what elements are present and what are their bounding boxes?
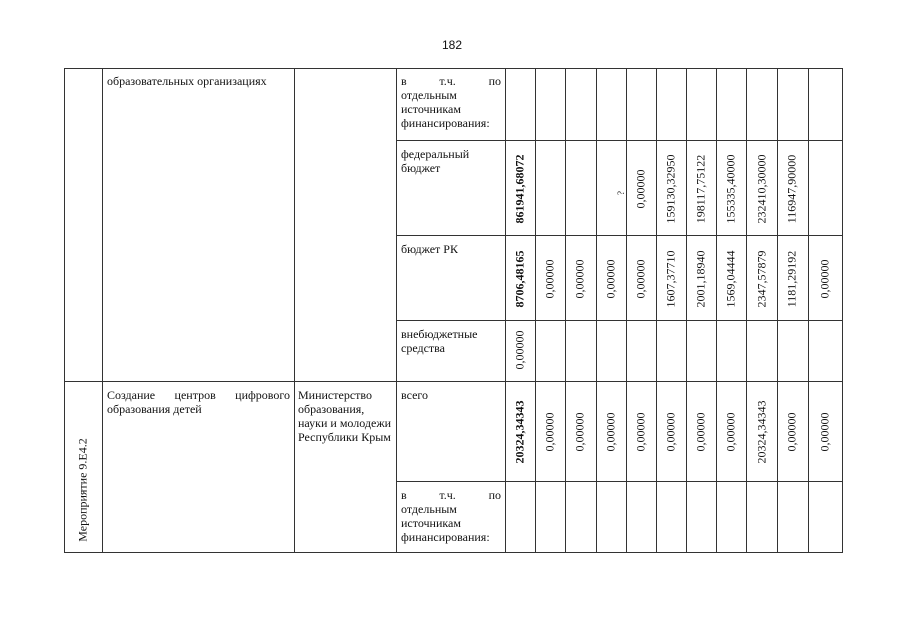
value-cell: 0,00000	[817, 259, 832, 299]
column-divider	[535, 68, 536, 553]
row-divider	[396, 140, 843, 141]
value-cell: 0,00000	[693, 412, 708, 452]
row-divider	[396, 235, 843, 236]
value-cell: 0,00000	[784, 412, 799, 452]
value-cell: 0,00000	[542, 412, 557, 452]
value-total: 8706,48165	[512, 250, 527, 308]
column-divider	[777, 68, 778, 553]
value-cell: 0,00000	[603, 259, 618, 299]
source-label-line: всего	[401, 388, 429, 402]
event-label: Мероприятие 9.Е4.2	[75, 438, 90, 542]
source-label-line1: в т.ч. по	[401, 488, 501, 502]
value-cell: 2001,18940	[693, 250, 708, 308]
value-cell: 232410,30000	[754, 154, 769, 224]
column-divider	[626, 68, 627, 553]
block-divider	[64, 381, 843, 382]
source-label-line1: в т.ч. по	[401, 74, 501, 88]
source-label-line: финансирования:	[401, 116, 490, 130]
value-cell: 0,00000	[572, 259, 587, 299]
value-cell: 1607,37710	[663, 250, 678, 308]
value-cell: 20324,34343	[754, 400, 769, 464]
table-border-left	[64, 68, 65, 553]
description-line1: Создание центров цифрового	[107, 388, 290, 402]
value-cell: 0,00000	[633, 412, 648, 452]
value-cell: 0,00000	[723, 412, 738, 452]
column-divider	[565, 68, 566, 553]
value-total: 20324,34343	[512, 400, 527, 464]
value-cell: 0,00000	[633, 259, 648, 299]
value-cell: 0,00000	[603, 412, 618, 452]
column-divider	[396, 68, 397, 553]
source-label-line: источникам	[401, 102, 461, 116]
executor-line: науки и молодежи	[298, 416, 392, 430]
source-label-line: средства	[401, 341, 446, 355]
value-cell: 0,00000	[663, 412, 678, 452]
row-divider	[396, 320, 843, 321]
table-border-top	[64, 68, 843, 69]
source-label-line: финансирования:	[401, 530, 490, 544]
value-total: 0,00000	[512, 330, 527, 370]
source-label-line: источникам	[401, 516, 461, 530]
column-divider	[505, 68, 506, 553]
column-divider	[102, 68, 103, 553]
column-divider	[686, 68, 687, 553]
value-cell: 155335,40000	[723, 154, 738, 224]
executor-line: Республики Крым	[298, 430, 391, 444]
source-label-line: отдельным	[401, 502, 457, 516]
value-cell: 2347,57879	[754, 250, 769, 308]
value-cell: 159130,32950	[663, 154, 678, 224]
executor-line: Министерство	[298, 388, 372, 402]
column-divider	[716, 68, 717, 553]
value-cell: 0,00000	[542, 259, 557, 299]
column-divider	[596, 68, 597, 553]
source-label-line: внебюджетные	[401, 327, 478, 341]
table-border-right	[842, 68, 843, 553]
description-cell: образовательных организациях	[107, 74, 267, 88]
value-cell: 0,00000	[572, 412, 587, 452]
page-number: 182	[441, 38, 463, 52]
row-divider	[396, 481, 843, 482]
source-label-line: федеральный	[401, 147, 470, 161]
column-divider	[656, 68, 657, 553]
source-label-line: бюджет РК	[401, 242, 458, 256]
source-label-line: бюджет	[401, 161, 441, 175]
value-cell: 0,00000	[633, 169, 648, 209]
value-cell: 0,00000	[817, 412, 832, 452]
executor-line: образования,	[298, 402, 365, 416]
value-cell: 1569,04444	[723, 250, 738, 308]
value-total: 861941,68072	[512, 154, 527, 224]
value-cell: 1181,29192	[784, 250, 799, 308]
column-divider	[294, 68, 295, 553]
description-line2: образования детей	[107, 402, 202, 416]
column-divider	[746, 68, 747, 553]
value-cell: 198117,75122	[693, 154, 708, 224]
value-cell: 116947,90000	[784, 154, 799, 224]
table-border-bottom	[64, 552, 843, 553]
column-divider	[808, 68, 809, 553]
source-label-line: отдельным	[401, 88, 457, 102]
stray-mark: ?	[616, 191, 626, 195]
